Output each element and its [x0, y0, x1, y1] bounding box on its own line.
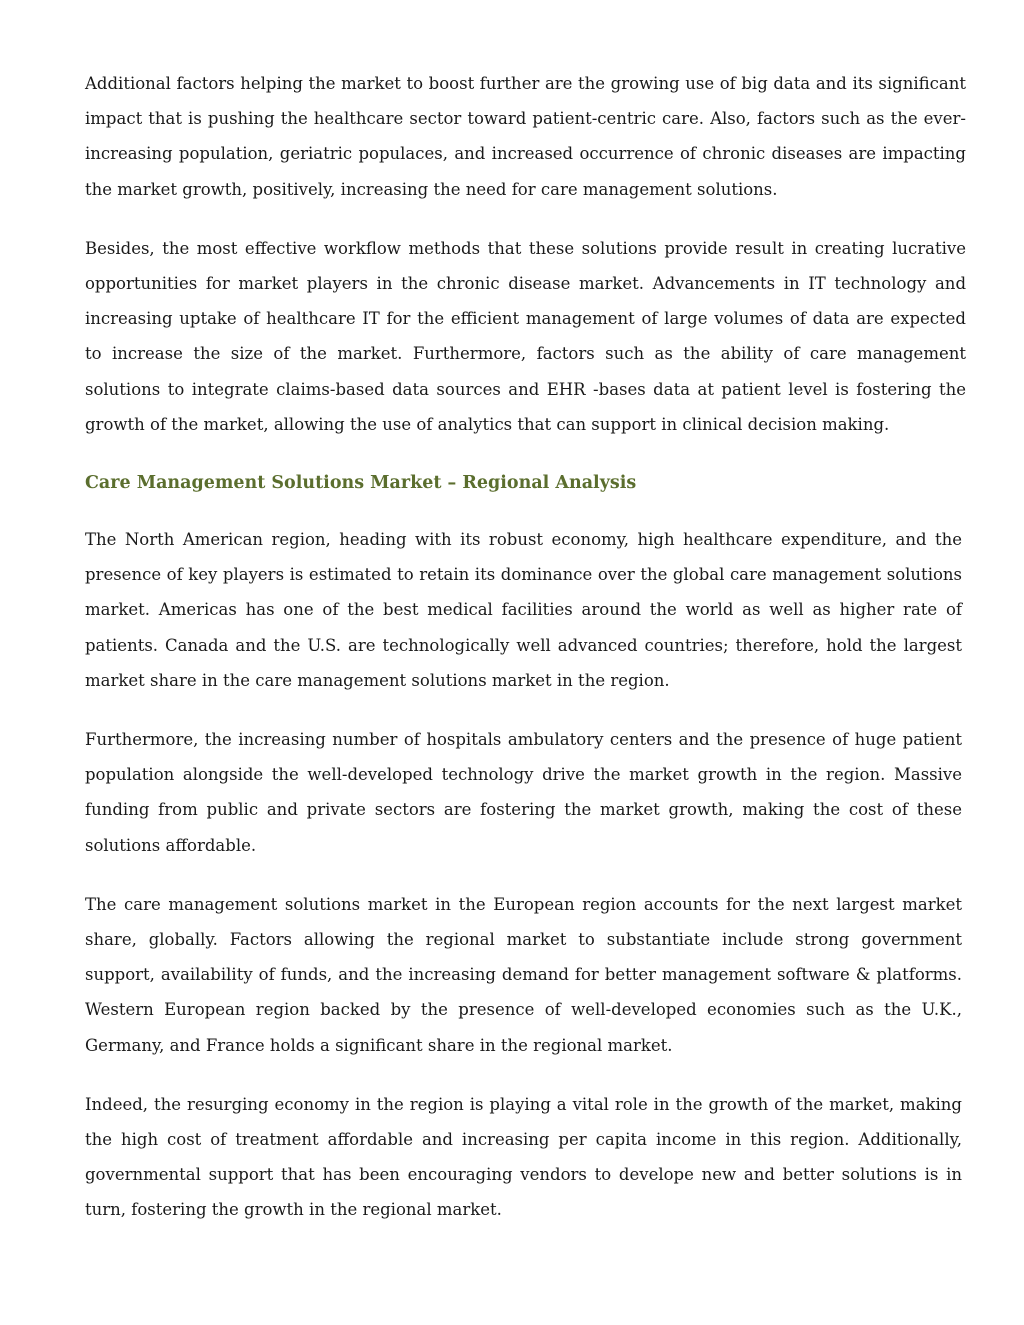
regional-paragraph-3: The care management solutions market in the European region accounts for the next largest market share, globally. Factors allowing the regional market to substantiate include strong government support, availability of funds, and the increasing demand for better management software & platforms. Western European region backed by the presence of well-developed economies such as the U.K., Germany, and France holds a significant share in the regional market. [85, 894, 962, 1055]
regional-paragraph-4: Indeed, the resurging economy in the region is playing a vital role in the growth of the market, making the high cost of treatment affordable and increasing per capita income in this region. Additionally, governmental support that has been encouraging vendors to develope new and better solutions is in turn, fostering the growth in the regional market. [85, 1094, 962, 1220]
regional-paragraph-2: Furthermore, the increasing number of hospitals ambulatory centers and the presence of huge patient population alongside the well-developed technology drive the market growth in the region. Massive funding from public and private sectors are fostering the market growth, making the cost of these solutions affordable. [85, 730, 962, 855]
section-heading: Care Management Solutions Market – Regional Analysis [85, 473, 637, 494]
regional-paragraph-1: The North American region, heading with its robust economy, high healthcare expenditure, and the presence of key players is estimated to retain its dominance over the global care management solutions market. Americas has one of the best medical facilities around the world as well as higher rate of patients. Canada and the U.S. are technologically well advanced countries; therefore, hold the largest market share in the care management solutions market in the region. [85, 530, 962, 690]
intro-paragraph-1: Additional factors helping the market to boost further are the growing use of big data and its significant impact that is pushing the healthcare sector toward patient-centric care. Also, factors such as the ever-increasing population, geriatric populaces, and increased occurrence of chronic diseases are impacting the market growth, positively, increasing the need for care management solutions. [85, 74, 966, 199]
intro-paragraph-2: Besides, the most effective workflow methods that these solutions provide result in creating lucrative opportunities for market players in the chronic disease market. Advancements in IT technology and increasing uptake of healthcare IT for the efficient management of large volumes of data are expected to increase the size of the market. Furthermore, factors such as the ability of care management solutions to integrate claims-based data sources and EHR -bases data at patient level is fostering the growth of the market, allowing the use of analytics that can support in clinical decision making. [85, 238, 966, 434]
document-page [85, 66, 966, 1252]
